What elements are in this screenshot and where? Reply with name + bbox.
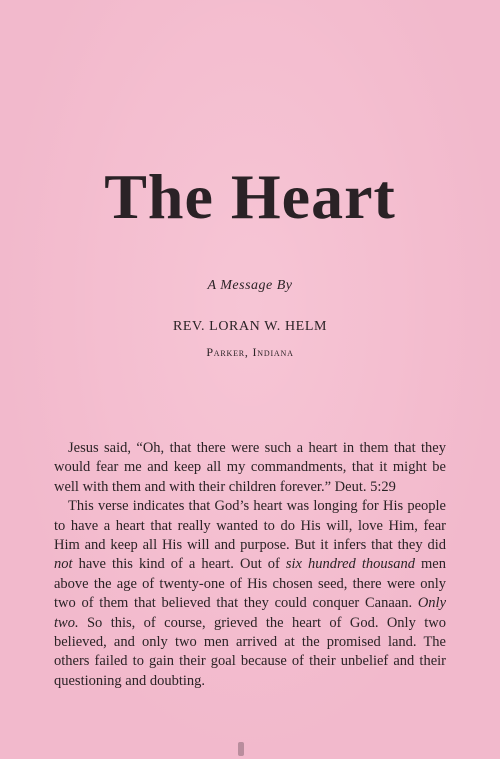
byline: A Message By (207, 278, 293, 293)
emphasis-only-two: Only two. (54, 595, 446, 631)
emphasis-six-hundred-thousand: six hundred thousand (285, 556, 415, 573)
author-location: Parker, Indiana (206, 345, 294, 359)
commentary-text-3: men above the age of twenty-one of His chosen seed, there were only two of them that believed that they could conquer Canaan. (54, 556, 446, 612)
author-name: REV. LORAN W. HELM (172, 319, 328, 334)
scripture-reference: Deut. 5:29 (334, 478, 396, 495)
print-mark (238, 742, 244, 756)
paragraph-quote (54, 439, 446, 497)
commentary-text-2: have this kind of a heart. Out of (72, 556, 286, 573)
paragraph-commentary (54, 497, 446, 691)
page-title: The Heart (104, 161, 396, 232)
commentary-text-4: So this, of course, grieved the heart of God. Only two believed, and only two men arrived at the promised land. The others failed to gain their goal because of their unbelief and their questioning and doubting. (54, 614, 446, 689)
scripture-quote: Jesus said, “Oh, that there were such a heart in them that they would fear me and keep all my commandments, that it might be well with them and with their children forever.” (54, 440, 446, 495)
emphasis-not: not (54, 556, 73, 573)
body-text (54, 439, 446, 691)
commentary-text-1: This verse indicates that God’s heart was longing for His people to have a heart that really wanted to do His will, love Him, fear Him and keep all His will and purpose. But it infers that they did (54, 498, 446, 554)
